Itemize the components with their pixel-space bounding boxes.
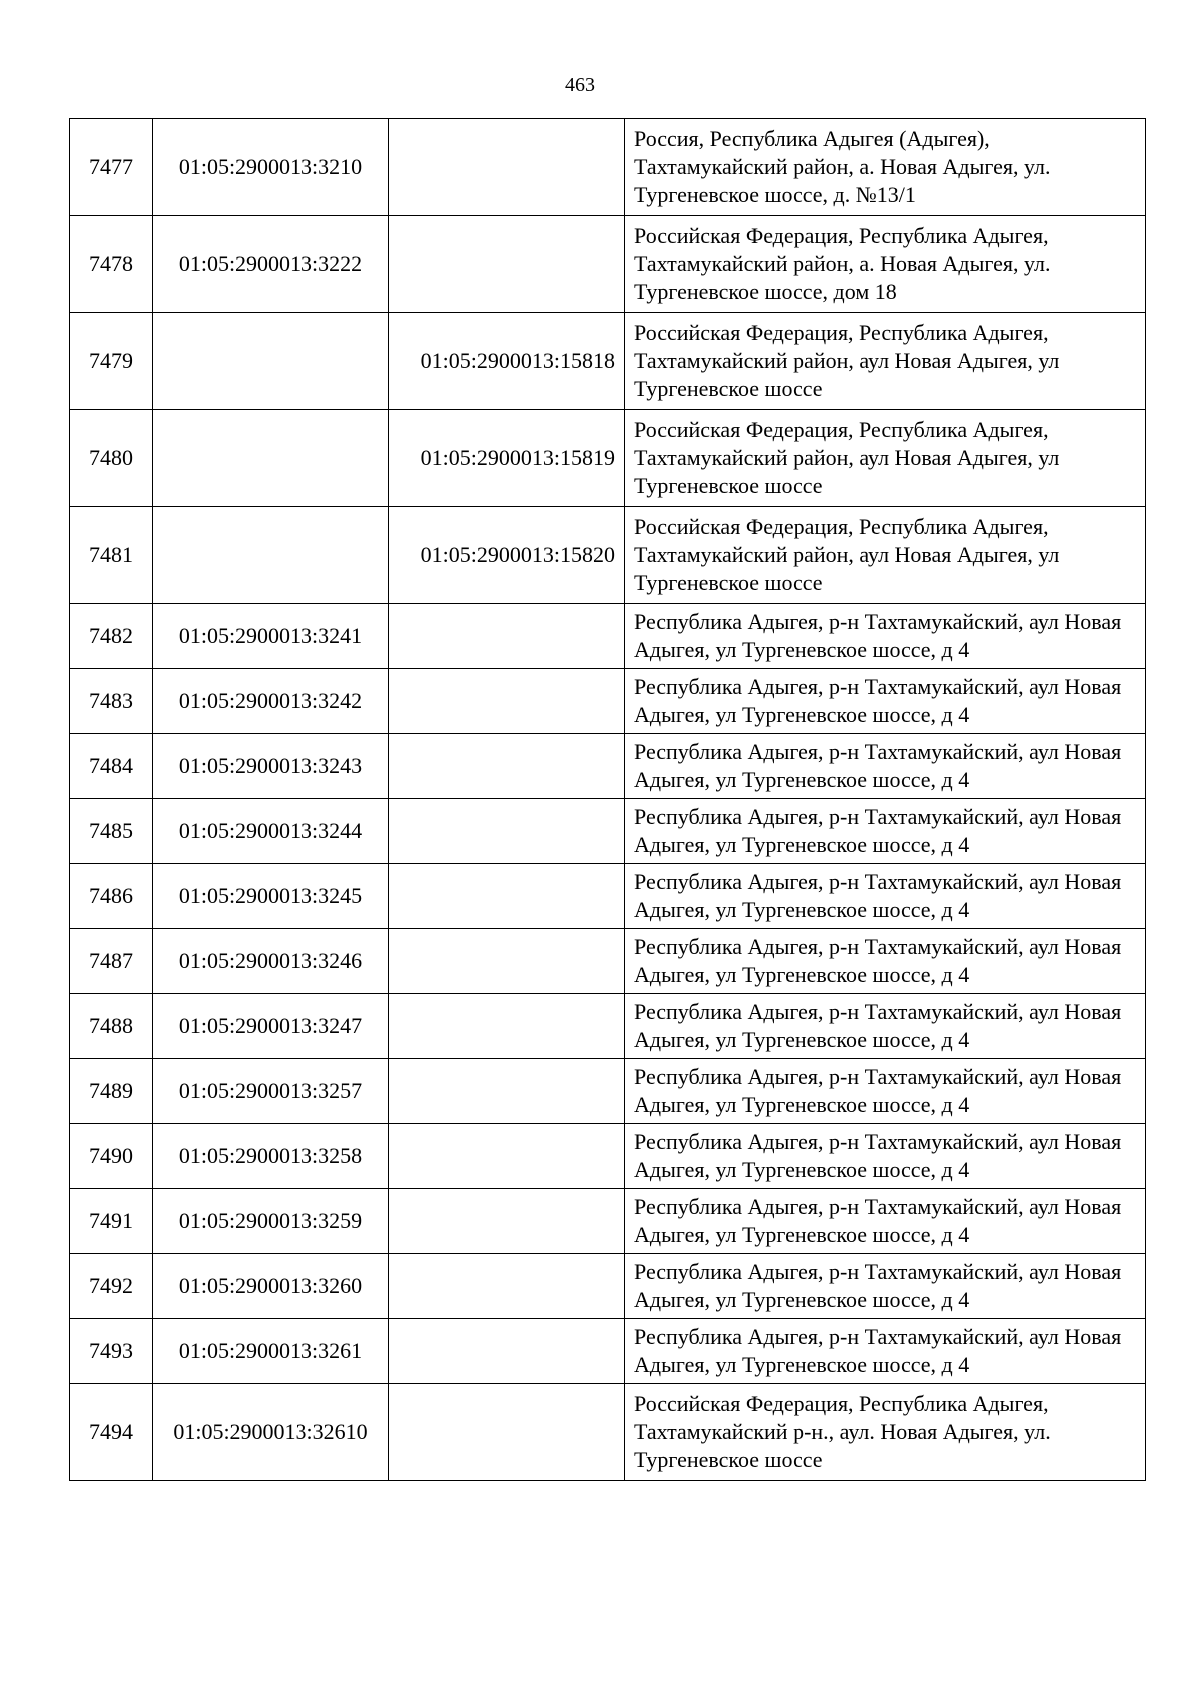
address: Республика Адыгея, р-н Тахтамукайский, аул Новая Адыгея, ул Тургеневское шоссе, д 4 bbox=[625, 669, 1146, 734]
row-number: 7477 bbox=[70, 119, 153, 216]
cadastral-number: 01:05:2900013:32610 bbox=[153, 1384, 389, 1481]
table-row bbox=[70, 216, 1146, 313]
cadastral-number bbox=[153, 313, 389, 410]
row-number: 7485 bbox=[70, 799, 153, 864]
table-row bbox=[70, 929, 1146, 994]
cadastral-number: 01:05:2900013:3242 bbox=[153, 669, 389, 734]
related-cadastral-number bbox=[389, 669, 625, 734]
related-cadastral-number bbox=[389, 1319, 625, 1384]
row-number: 7481 bbox=[70, 507, 153, 604]
address: Республика Адыгея, р-н Тахтамукайский, аул Новая Адыгея, ул Тургеневское шоссе, д 4 bbox=[625, 799, 1146, 864]
related-cadastral-number bbox=[389, 734, 625, 799]
related-cadastral-number bbox=[389, 1384, 625, 1481]
related-cadastral-number bbox=[389, 1254, 625, 1319]
table-row bbox=[70, 1059, 1146, 1124]
table-row bbox=[70, 864, 1146, 929]
related-cadastral-number: 01:05:2900013:15818 bbox=[389, 313, 625, 410]
cadastral-number: 01:05:2900013:3261 bbox=[153, 1319, 389, 1384]
cadastral-number: 01:05:2900013:3244 bbox=[153, 799, 389, 864]
table-row bbox=[70, 604, 1146, 669]
related-cadastral-number bbox=[389, 1189, 625, 1254]
address: Республика Адыгея, р-н Тахтамукайский, аул Новая Адыгея, ул Тургеневское шоссе, д 4 bbox=[625, 994, 1146, 1059]
cadastral-number: 01:05:2900013:3210 bbox=[153, 119, 389, 216]
row-number: 7489 bbox=[70, 1059, 153, 1124]
row-number: 7490 bbox=[70, 1124, 153, 1189]
row-number: 7482 bbox=[70, 604, 153, 669]
address: Республика Адыгея, р-н Тахтамукайский, аул Новая Адыгея, ул Тургеневское шоссе, д 4 bbox=[625, 1189, 1146, 1254]
cadastral-table bbox=[69, 118, 1146, 1481]
address: Республика Адыгея, р-н Тахтамукайский, аул Новая Адыгея, ул Тургеневское шоссе, д 4 bbox=[625, 604, 1146, 669]
table-row bbox=[70, 507, 1146, 604]
related-cadastral-number bbox=[389, 929, 625, 994]
address: Российская Федерация, Республика Адыгея, Тахтамукайский район, аул Новая Адыгея, ул Тургеневское шоссе bbox=[625, 313, 1146, 410]
row-number: 7486 bbox=[70, 864, 153, 929]
table-row bbox=[70, 313, 1146, 410]
address: Республика Адыгея, р-н Тахтамукайский, аул Новая Адыгея, ул Тургеневское шоссе, д 4 bbox=[625, 1319, 1146, 1384]
row-number: 7494 bbox=[70, 1384, 153, 1481]
table-row bbox=[70, 1254, 1146, 1319]
address: Республика Адыгея, р-н Тахтамукайский, аул Новая Адыгея, ул Тургеневское шоссе, д 4 bbox=[625, 1124, 1146, 1189]
related-cadastral-number bbox=[389, 1059, 625, 1124]
related-cadastral-number bbox=[389, 799, 625, 864]
table-row bbox=[70, 734, 1146, 799]
table-row bbox=[70, 799, 1146, 864]
row-number: 7491 bbox=[70, 1189, 153, 1254]
table-row bbox=[70, 669, 1146, 734]
cadastral-number: 01:05:2900013:3243 bbox=[153, 734, 389, 799]
cadastral-number: 01:05:2900013:3247 bbox=[153, 994, 389, 1059]
table-row bbox=[70, 410, 1146, 507]
cadastral-number: 01:05:2900013:3259 bbox=[153, 1189, 389, 1254]
row-number: 7478 bbox=[70, 216, 153, 313]
related-cadastral-number bbox=[389, 1124, 625, 1189]
cadastral-number bbox=[153, 507, 389, 604]
address: Республика Адыгея, р-н Тахтамукайский, аул Новая Адыгея, ул Тургеневское шоссе, д 4 bbox=[625, 1254, 1146, 1319]
row-number: 7479 bbox=[70, 313, 153, 410]
row-number: 7480 bbox=[70, 410, 153, 507]
address: Российская Федерация, Республика Адыгея, Тахтамукайский район, а. Новая Адыгея, ул. Тургеневское шоссе, дом 18 bbox=[625, 216, 1146, 313]
related-cadastral-number bbox=[389, 119, 625, 216]
related-cadastral-number: 01:05:2900013:15820 bbox=[389, 507, 625, 604]
related-cadastral-number: 01:05:2900013:15819 bbox=[389, 410, 625, 507]
row-number: 7488 bbox=[70, 994, 153, 1059]
row-number: 7492 bbox=[70, 1254, 153, 1319]
cadastral-number: 01:05:2900013:3260 bbox=[153, 1254, 389, 1319]
address: Российская Федерация, Республика Адыгея, Тахтамукайский район, аул Новая Адыгея, ул Тургеневское шоссе bbox=[625, 410, 1146, 507]
related-cadastral-number bbox=[389, 864, 625, 929]
related-cadastral-number bbox=[389, 604, 625, 669]
row-number: 7484 bbox=[70, 734, 153, 799]
cadastral-number: 01:05:2900013:3257 bbox=[153, 1059, 389, 1124]
address: Российская Федерация, Республика Адыгея, Тахтамукайский р-н., аул. Новая Адыгея, ул. Тургеневское шоссе bbox=[625, 1384, 1146, 1481]
table-row bbox=[70, 1319, 1146, 1384]
cadastral-number: 01:05:2900013:3246 bbox=[153, 929, 389, 994]
table-row bbox=[70, 119, 1146, 216]
table-row bbox=[70, 1189, 1146, 1254]
address: Республика Адыгея, р-н Тахтамукайский, аул Новая Адыгея, ул Тургеневское шоссе, д 4 bbox=[625, 1059, 1146, 1124]
cadastral-number: 01:05:2900013:3245 bbox=[153, 864, 389, 929]
row-number: 7487 bbox=[70, 929, 153, 994]
cadastral-number: 01:05:2900013:3241 bbox=[153, 604, 389, 669]
table-row bbox=[70, 994, 1146, 1059]
row-number: 7483 bbox=[70, 669, 153, 734]
cadastral-number: 01:05:2900013:3222 bbox=[153, 216, 389, 313]
table-row bbox=[70, 1384, 1146, 1481]
cadastral-number: 01:05:2900013:3258 bbox=[153, 1124, 389, 1189]
address: Российская Федерация, Республика Адыгея, Тахтамукайский район, аул Новая Адыгея, ул Тургеневское шоссе bbox=[625, 507, 1146, 604]
address: Республика Адыгея, р-н Тахтамукайский, аул Новая Адыгея, ул Тургеневское шоссе, д 4 bbox=[625, 929, 1146, 994]
page-number: 463 bbox=[565, 74, 595, 96]
table-row bbox=[70, 1124, 1146, 1189]
related-cadastral-number bbox=[389, 994, 625, 1059]
address: Республика Адыгея, р-н Тахтамукайский, аул Новая Адыгея, ул Тургеневское шоссе, д 4 bbox=[625, 734, 1146, 799]
row-number: 7493 bbox=[70, 1319, 153, 1384]
related-cadastral-number bbox=[389, 216, 625, 313]
address: Россия, Республика Адыгея (Адыгея), Тахтамукайский район, а. Новая Адыгея, ул. Тургеневское шоссе, д. №13/1 bbox=[625, 119, 1146, 216]
cadastral-number bbox=[153, 410, 389, 507]
address: Республика Адыгея, р-н Тахтамукайский, аул Новая Адыгея, ул Тургеневское шоссе, д 4 bbox=[625, 864, 1146, 929]
